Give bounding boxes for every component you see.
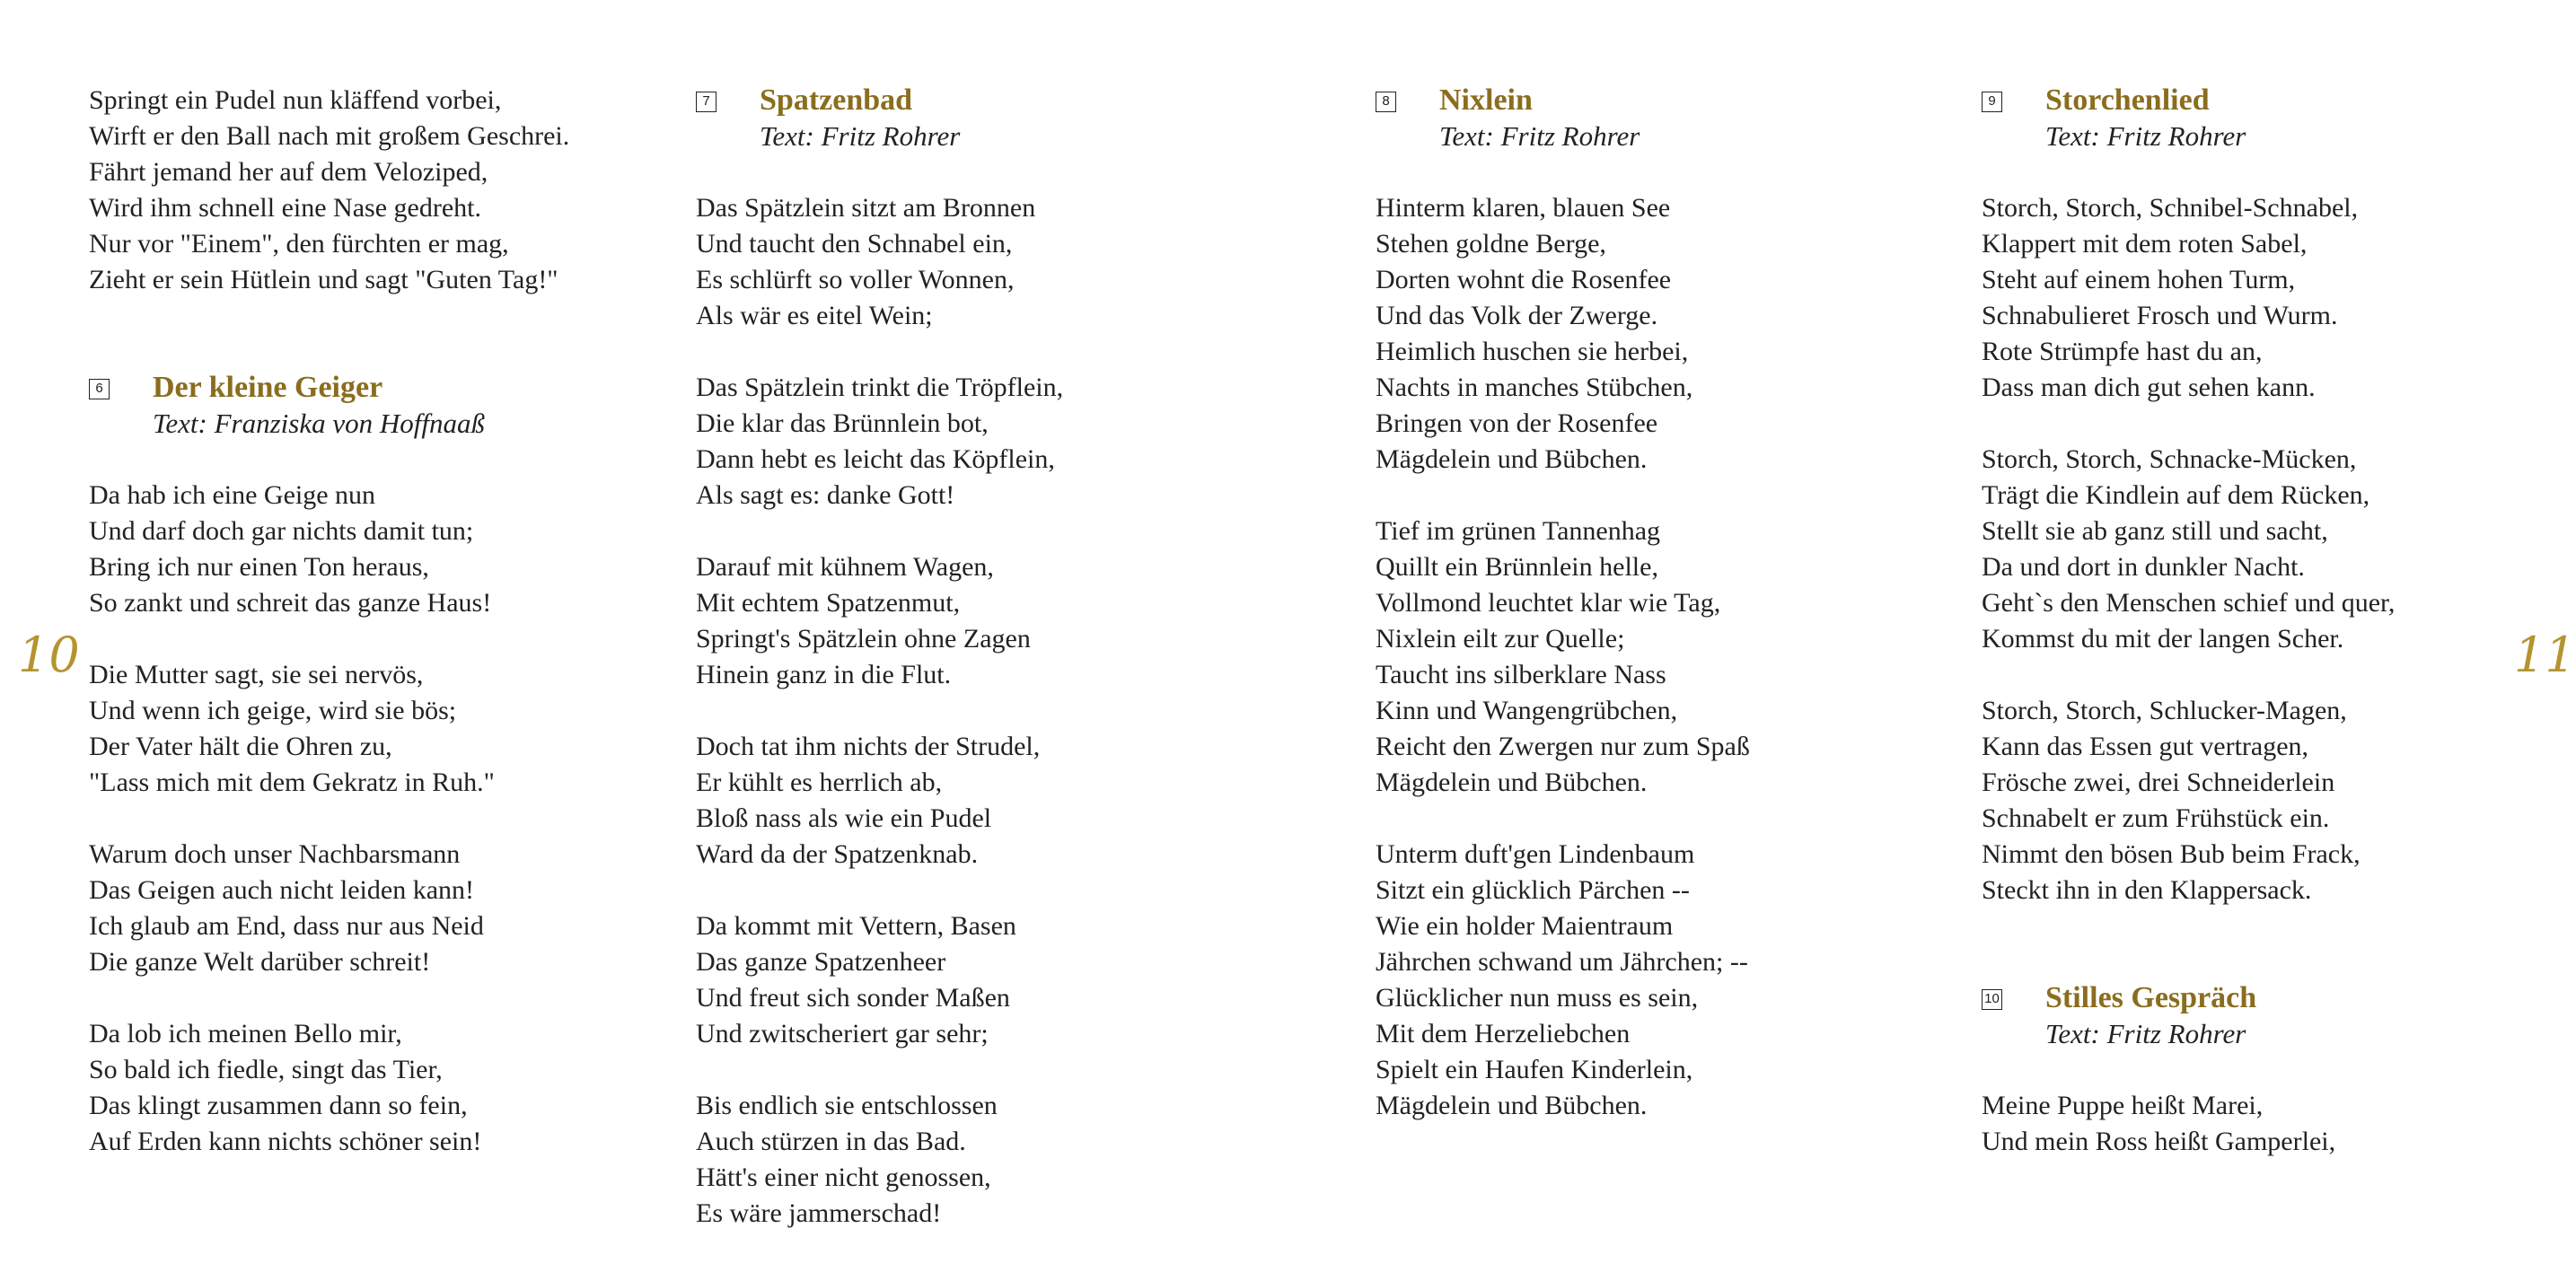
verse-line: So zankt und schreit das ganze Haus! [89, 588, 492, 618]
verse-line: Spielt ein Haufen Kinderlein, [1376, 1055, 1693, 1084]
verse-line: Mägdelein und Bübchen. [1376, 444, 1648, 474]
verse-line: Das klingt zusammen dann so fein, [89, 1091, 468, 1120]
verse-line: Mägdelein und Bübchen. [1376, 768, 1648, 797]
verse-line: Nur vor "Einem", den fürchten er mag, [89, 229, 509, 259]
stanza [696, 549, 1270, 693]
column-4 [1982, 83, 2556, 1160]
verse-line: Mit echtem Spatzenmut, [696, 588, 961, 618]
verse-line: Vollmond leuchtet klar wie Tag, [1376, 588, 1721, 618]
verse-line: Bis endlich sie entschlossen [696, 1091, 998, 1120]
verse-line: "Lass mich mit dem Gekratz in Ruh." [89, 768, 495, 797]
verse-line: Dann hebt es leicht das Köpflein, [696, 444, 1055, 474]
verse-line: Nachts in manches Stübchen, [1376, 373, 1693, 402]
verse-line: Es wäre jammerschad! [696, 1198, 942, 1228]
song-number-box: 8 [1376, 92, 1396, 112]
stanza [1376, 190, 1950, 478]
stanza [1982, 190, 2556, 406]
verse-line: Das ganze Spatzenheer [696, 947, 946, 977]
stanza [696, 908, 1270, 1052]
verse-line: Steht auf einem hohen Turm, [1982, 265, 2296, 294]
verse-line: Da lob ich meinen Bello mir, [89, 1019, 402, 1048]
verse-line: Taucht ins silberklare Nass [1376, 660, 1666, 689]
song-heading [1376, 83, 1950, 154]
verse-line: Kann das Essen gut vertragen, [1982, 732, 2309, 761]
stanza [89, 83, 664, 298]
verse-line: Meine Puppe heißt Marei, [1982, 1091, 2264, 1120]
song-heading [696, 83, 1270, 154]
verse-line: Rote Strümpfe hast du an, [1982, 337, 2263, 366]
page-number-left: 10 [18, 627, 80, 683]
verse-line: Auf Erden kann nichts schöner sein! [89, 1127, 482, 1156]
verse-line: Bloß nass als wie ein Pudel [696, 803, 992, 833]
verse-line: Storch, Storch, Schnacke-Mücken, [1982, 444, 2357, 474]
verse-line: Nixlein eilt zur Quelle; [1376, 624, 1625, 654]
song-heading [89, 370, 664, 442]
verse-line: Fährt jemand her auf dem Veloziped, [89, 157, 488, 187]
verse-line: Das Spätzlein trinkt die Tröpflein, [696, 373, 1064, 402]
song-title: Storchenlied [2045, 83, 2210, 117]
verse-line: Als wär es eitel Wein; [696, 301, 933, 330]
verse-line: Da hab ich eine Geige nun [89, 480, 376, 510]
verse-line: Stellt sie ab ganz still und sacht, [1982, 516, 2328, 546]
verse-line: Und zwitscheriert gar sehr; [696, 1019, 989, 1048]
verse-line: Wird ihm schnell eine Nase gedreht. [89, 193, 481, 223]
verse-line: Da und dort in dunkler Nacht. [1982, 552, 2305, 582]
song-number-box: 7 [696, 92, 717, 112]
verse-line: Kinn und Wangengrübchen, [1376, 696, 1678, 725]
verse-line: Klappert mit dem roten Sabel, [1982, 229, 2308, 259]
stanza [696, 190, 1270, 334]
verse-line: Reicht den Zwergen nur zum Spaß [1376, 732, 1750, 761]
verse-line: Die Mutter sagt, sie sei nervös, [89, 660, 424, 689]
verse-line: Wirft er den Ball nach mit großem Geschrei. [89, 121, 570, 151]
verse-line: Und das Volk der Zwerge. [1376, 301, 1658, 330]
stanza [89, 1016, 664, 1160]
verse-line: Mit dem Herzeliebchen [1376, 1019, 1631, 1048]
stanza [696, 1088, 1270, 1232]
column-3 [1376, 83, 1950, 1124]
verse-line: Heimlich huschen sie herbei, [1376, 337, 1689, 366]
verse-line: Und darf doch gar nichts damit tun; [89, 516, 474, 546]
stanza [1982, 442, 2556, 657]
verse-line: Storch, Storch, Schnibel-Schnabel, [1982, 193, 2359, 223]
verse-line: Springt ein Pudel nun kläffend vorbei, [89, 85, 502, 115]
song-author: Text: Fritz Rohrer [760, 120, 961, 152]
verse-line: Darauf mit kühnem Wagen, [696, 552, 994, 582]
verse-line: Die klar das Brünnlein bot, [696, 408, 989, 438]
song-author: Text: Fritz Rohrer [1439, 120, 1640, 152]
verse-line: Doch tat ihm nichts der Strudel, [696, 732, 1041, 761]
stanza [1982, 693, 2556, 908]
verse-line: Stehen goldne Berge, [1376, 229, 1606, 259]
verse-line: So bald ich fiedle, singt das Tier, [89, 1055, 443, 1084]
stanza [89, 837, 664, 980]
verse-line: Das Geigen auch nicht leiden kann! [89, 875, 475, 905]
verse-line: Der Vater hält die Ohren zu, [89, 732, 392, 761]
verse-line: Frösche zwei, drei Schneiderlein [1982, 768, 2335, 797]
verse-line: Tief im grünen Tannenhag [1376, 516, 1661, 546]
column-1 [89, 83, 664, 1160]
verse-line: Ward da der Spatzenknab. [696, 839, 979, 869]
verse-line: Dorten wohnt die Rosenfee [1376, 265, 1672, 294]
stanza [696, 370, 1270, 513]
verse-line: Bring ich nur einen Ton heraus, [89, 552, 429, 582]
verse-line: Springt's Spätzlein ohne Zagen [696, 624, 1031, 654]
verse-line: Hinein ganz in die Flut. [696, 660, 952, 689]
stanza [89, 657, 664, 801]
verse-line: Nimmt den bösen Bub beim Frack, [1982, 839, 2361, 869]
verse-line: Das Spätzlein sitzt am Bronnen [696, 193, 1036, 223]
song-number-box: 9 [1982, 92, 2002, 112]
verse-line: Und taucht den Schnabel ein, [696, 229, 1013, 259]
song-author: Text: Franziska von Hoffnaaß [153, 408, 485, 439]
verse-line: Hinterm klaren, blauen See [1376, 193, 1671, 223]
verse-line: Er kühlt es herrlich ab, [696, 768, 943, 797]
verse-line: Kommst du mit der langen Scher. [1982, 624, 2344, 654]
verse-line: Quillt ein Brünnlein helle, [1376, 552, 1658, 582]
verse-line: Hätt's einer nicht genossen, [696, 1162, 991, 1192]
page-number-right: 11 [2514, 627, 2576, 683]
song-author: Text: Fritz Rohrer [2045, 120, 2246, 152]
verse-line: Schnabelt er zum Frühstück ein. [1982, 803, 2330, 833]
song-number-box: 6 [89, 379, 110, 399]
verse-line: Da kommt mit Vettern, Basen [696, 911, 1016, 941]
verse-line: Jährchen schwand um Jährchen; -- [1376, 947, 1748, 977]
stanza [696, 729, 1270, 873]
verse-line: Zieht er sein Hütlein und sagt "Guten Tag!" [89, 265, 558, 294]
stanza [89, 478, 664, 621]
verse-line: Und freut sich sonder Maßen [696, 983, 1010, 1013]
verse-line: Geht`s den Menschen schief und quer, [1982, 588, 2396, 618]
verse-line: Die ganze Welt darüber schreit! [89, 947, 431, 977]
verse-line: Als sagt es: danke Gott! [696, 480, 955, 510]
song-title: Stilles Gespräch [2045, 981, 2257, 1014]
song-title: Spatzenbad [760, 83, 913, 117]
verse-line: Unterm duft'gen Lindenbaum [1376, 839, 1695, 869]
song-title: Nixlein [1439, 83, 1533, 117]
verse-line: Und mein Ross heißt Gamperlei, [1982, 1127, 2336, 1156]
verse-line: Sitzt ein glücklich Pärchen -- [1376, 875, 1690, 905]
verse-line: Mägdelein und Bübchen. [1376, 1091, 1648, 1120]
verse-line: Wie ein holder Maientraum [1376, 911, 1674, 941]
song-heading [1982, 83, 2556, 154]
verse-line: Steckt ihn in den Klappersack. [1982, 875, 2312, 905]
song-number-box: 10 [1982, 989, 2002, 1010]
song-title: Der kleine Geiger [153, 371, 383, 404]
verse-line: Auch stürzen in das Bad. [696, 1127, 966, 1156]
verse-line: Glücklicher nun muss es sein, [1376, 983, 1699, 1013]
verse-line: Und wenn ich geige, wird sie bös; [89, 696, 457, 725]
verse-line: Storch, Storch, Schlucker-Magen, [1982, 696, 2347, 725]
song-author: Text: Fritz Rohrer [2045, 1018, 2246, 1049]
verse-line: Warum doch unser Nachbarsmann [89, 839, 461, 869]
song-heading [1982, 980, 2556, 1052]
verse-line: Trägt die Kindlein auf dem Rücken, [1982, 480, 2370, 510]
stanza [1376, 513, 1950, 801]
verse-line: Ich glaub am End, dass nur aus Neid [89, 911, 484, 941]
stanza [1982, 1088, 2556, 1160]
verse-line: Dass man dich gut sehen kann. [1982, 373, 2316, 402]
verse-line: Schnabulieret Frosch und Wurm. [1982, 301, 2338, 330]
column-2 [696, 83, 1270, 1232]
stanza [1376, 837, 1950, 1124]
verse-line: Bringen von der Rosenfee [1376, 408, 1658, 438]
verse-line: Es schlürft so voller Wonnen, [696, 265, 1015, 294]
